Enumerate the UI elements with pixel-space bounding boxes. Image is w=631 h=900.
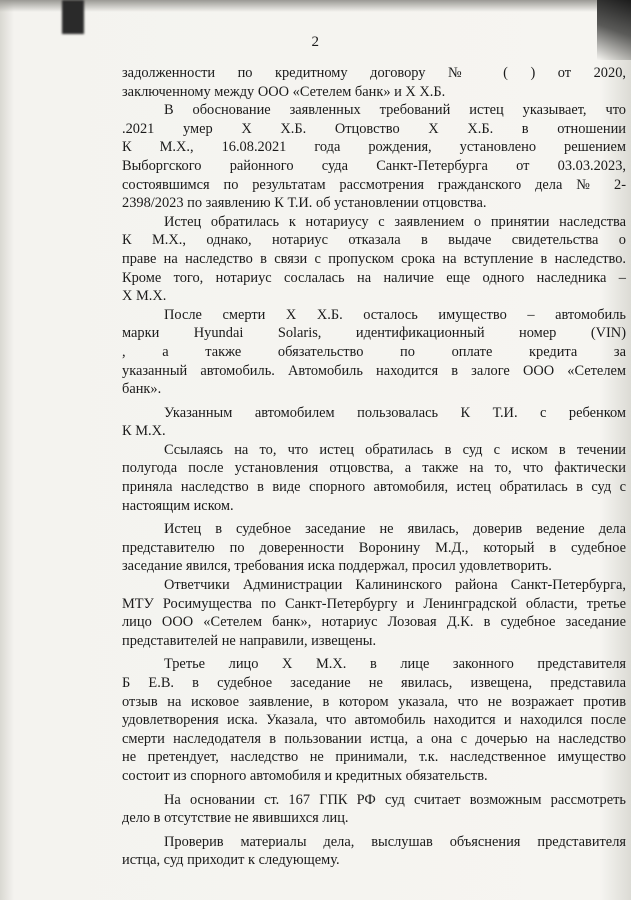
text-line: После смерти Х Х.Б. осталось имущество – автомобиль <box>164 306 626 323</box>
text-line: указанный автомобиль. Автомобиль находится в залоге ООО «Сетелем <box>122 362 626 379</box>
text-line: настоящим иском. <box>122 497 234 514</box>
text-line: не претендует, наследство не принимали, т.к. наследственное имущество <box>122 749 626 766</box>
text-line: праве на наследство в связи с пропуском срока на вступление в наследство. <box>122 250 626 267</box>
text-line: .2021 умер Х Х.Б. Отцовство Х Х.Б. в отношении <box>122 120 626 137</box>
text-line: заседание явился, требования иска поддержал, просил удовлетворить. <box>122 558 552 575</box>
page-number: 2 <box>311 34 320 50</box>
text-line: истца, суд приходит к следующему. <box>122 852 340 869</box>
text-line: Третье лицо Х М.Х. в лице законного представителя <box>164 656 626 673</box>
text-line: Проверив материалы дела, выслушав объяснения представителя <box>164 833 626 850</box>
text-line: представителю по доверенности Воронину М.Д., который в судебное <box>122 539 626 556</box>
text-line: Указанным автомобилем пользовалась К Т.И. с ребенком <box>164 404 626 421</box>
text-line: задолженности по кредитному договору № ( ) от 2020, <box>122 65 626 81</box>
text-line: МТУ Росимущества по Санкт-Петербургу и Ленинградской области, третье <box>122 595 626 612</box>
text-line: 2398/2023 по заявлению К Т.И. об установлении отцовства. <box>122 195 487 212</box>
text-line: На основании ст. 167 ГПК РФ суд считает возможным рассмотреть <box>164 791 626 808</box>
text-line: К М.Х., однако, нотариус отказала в выдаче свидетельства о <box>122 232 626 249</box>
text-line: лицо ООО «Сетелем банк», нотариус Лозовая Д.К. в судебное заседание <box>122 614 626 631</box>
text-line: Истец в судебное заседание не явилась, доверив ведение дела <box>164 521 626 538</box>
text-line: представителей не направили, извещены. <box>122 632 377 649</box>
text-line: отзыв на исковое заявление, в котором указала, что не возражает против <box>122 693 626 710</box>
text-line: В обоснование заявленных требований истец указывает, что <box>164 102 626 119</box>
text-line: К М.Х., 16.08.2021 года рождения, установлено решением <box>122 139 626 156</box>
scan-corner-artifact <box>597 0 631 60</box>
text-line: банк». <box>122 381 162 398</box>
text-line: Кроме того, нотариус сослалась на наличие еще одного наследника – <box>122 269 626 286</box>
text-line: полугода после установления отцовства, а также на то, что фактически <box>122 460 626 477</box>
text-line: дело в отсутствие не явившихся лиц. <box>122 810 349 827</box>
text-line: Выборгского районного суда Санкт-Петербурга от 03.03.2023, <box>122 157 626 174</box>
document-body <box>122 64 626 870</box>
text-line: Х М.Х. <box>122 288 167 305</box>
text-line: состоит из спорного автомобиля и кредитных обязательств. <box>122 767 488 784</box>
text-line: смерти наследодателя в пользовании истца, а она с дочерью на наследство <box>122 730 626 747</box>
text-line: , а также обязательство по оплате кредита за <box>122 343 626 360</box>
text-line: Истец обратилась к нотариусу с заявлением о принятии наследства <box>164 213 626 230</box>
scan-shadow <box>0 0 631 12</box>
text-line: Ссылаясь на то, что истец обратилась в суд с иском в течении <box>164 441 626 458</box>
text-line: приняла наследство в виде спорного автомобиля, истец обратилась в суд с <box>122 479 626 496</box>
text-line: Б Е.В. в судебное заседание не явилась, извещена, представила <box>122 675 626 691</box>
text-line: состоявшимся по результатам рассмотрения гражданского дела № 2- <box>122 176 626 193</box>
scan-artifact <box>62 0 84 34</box>
text-line: удовлетворения иска. Указала, что автомобиль находится и находился после <box>122 712 626 729</box>
text-line: К М.Х. <box>122 423 166 440</box>
text-line: заключенному между ООО «Сетелем банк» и Х Х.Б. <box>122 83 446 100</box>
text-line: марки Hyundai Solaris, идентификационный номер (VIN) <box>122 325 626 342</box>
text-line: Ответчики Администрации Калининского района Санкт-Петербурга, <box>164 577 626 594</box>
